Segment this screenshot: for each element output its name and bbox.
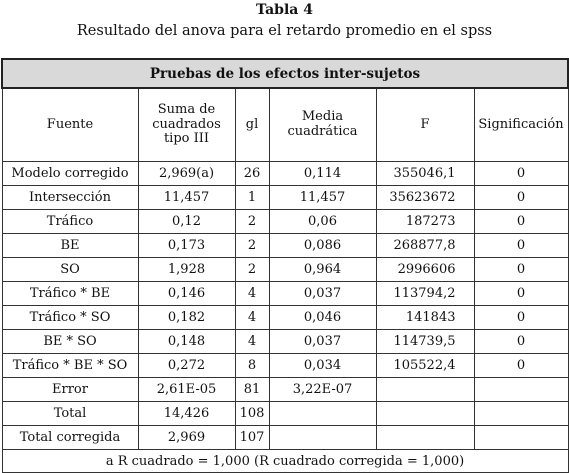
cell-sum-squares: 0,182 xyxy=(138,306,235,330)
cell-mean-square: 0,034 xyxy=(269,354,376,378)
cell-source: Tráfico * BE * SO xyxy=(2,354,138,378)
table-header-row xyxy=(2,88,568,162)
cell-significance: 0 xyxy=(474,282,568,306)
cell-df: 2 xyxy=(235,210,269,234)
header-source: Fuente xyxy=(2,88,138,162)
header-f: F xyxy=(376,88,474,162)
cell-f: 113794,2 xyxy=(376,282,474,306)
cell-mean-square: 0,06 xyxy=(269,210,376,234)
cell-f: 187273 xyxy=(376,210,474,234)
table-footnote-row xyxy=(2,450,568,473)
cell-significance xyxy=(474,378,568,402)
table-title-row xyxy=(2,59,568,88)
cell-df: 2 xyxy=(235,258,269,282)
cell-df: 4 xyxy=(235,330,269,354)
cell-sum-squares: 14,426 xyxy=(138,402,235,426)
cell-significance xyxy=(474,402,568,426)
cell-f: 2996606 xyxy=(376,258,474,282)
cell-mean-square xyxy=(269,402,376,426)
table-caption: Resultado del anova para el retardo promedio en el spss xyxy=(76,23,493,39)
cell-source: Tráfico * BE xyxy=(2,282,138,306)
header-sum-squares-label: Suma de cuadrados tipo III xyxy=(152,101,221,147)
table-row xyxy=(2,402,568,426)
cell-sum-squares: 0,148 xyxy=(138,330,235,354)
table-row xyxy=(2,234,568,258)
cell-mean-square: 3,22E-07 xyxy=(269,378,376,402)
table-number: Tabla 4 xyxy=(256,2,313,18)
table-body xyxy=(2,162,568,450)
cell-source: Modelo corregido xyxy=(2,162,138,186)
table-row xyxy=(2,330,568,354)
cell-df: 4 xyxy=(235,306,269,330)
header-df: gl xyxy=(235,88,269,162)
table-row xyxy=(2,426,568,450)
table-row xyxy=(2,282,568,306)
cell-mean-square: 0,086 xyxy=(269,234,376,258)
table-row xyxy=(2,186,568,210)
cell-significance: 0 xyxy=(474,234,568,258)
cell-sum-squares: 0,146 xyxy=(138,282,235,306)
cell-source: Total corregida xyxy=(2,426,138,450)
table-title: Pruebas de los efectos inter-sujetos xyxy=(2,59,568,88)
cell-df: 108 xyxy=(235,402,269,426)
cell-df: 107 xyxy=(235,426,269,450)
table-row xyxy=(2,378,568,402)
cell-source: BE * SO xyxy=(2,330,138,354)
cell-mean-square: 0,037 xyxy=(269,282,376,306)
header-mean-square-label: Media cuadrática xyxy=(287,109,358,139)
cell-sum-squares: 1,928 xyxy=(138,258,235,282)
cell-df: 2 xyxy=(235,234,269,258)
cell-f: 355046,1 xyxy=(376,162,474,186)
cell-significance: 0 xyxy=(474,330,568,354)
cell-significance: 0 xyxy=(474,354,568,378)
cell-source: BE xyxy=(2,234,138,258)
table-row xyxy=(2,306,568,330)
cell-df: 81 xyxy=(235,378,269,402)
cell-mean-square: 0,037 xyxy=(269,330,376,354)
cell-sum-squares: 11,457 xyxy=(138,186,235,210)
cell-source: Intersección xyxy=(2,186,138,210)
cell-sum-squares: 0,12 xyxy=(138,210,235,234)
header-sum-squares xyxy=(138,88,235,162)
cell-df: 26 xyxy=(235,162,269,186)
cell-significance xyxy=(474,426,568,450)
cell-mean-square: 0,114 xyxy=(269,162,376,186)
cell-significance: 0 xyxy=(474,186,568,210)
table-row xyxy=(2,258,568,282)
cell-f: 105522,4 xyxy=(376,354,474,378)
cell-f: 141843 xyxy=(376,306,474,330)
cell-source: Tráfico xyxy=(2,210,138,234)
cell-mean-square: 0,964 xyxy=(269,258,376,282)
cell-mean-square xyxy=(269,426,376,450)
header-significance: Significación xyxy=(474,88,568,162)
cell-f xyxy=(376,426,474,450)
cell-source: Error xyxy=(2,378,138,402)
cell-significance: 0 xyxy=(474,306,568,330)
cell-source: Tráfico * SO xyxy=(2,306,138,330)
cell-source: Total xyxy=(2,402,138,426)
cell-sum-squares: 2,61E-05 xyxy=(138,378,235,402)
cell-significance: 0 xyxy=(474,258,568,282)
table-row xyxy=(2,354,568,378)
cell-significance: 0 xyxy=(474,210,568,234)
cell-significance: 0 xyxy=(474,162,568,186)
cell-f: 268877,8 xyxy=(376,234,474,258)
cell-df: 8 xyxy=(235,354,269,378)
cell-sum-squares: 0,272 xyxy=(138,354,235,378)
cell-f xyxy=(376,378,474,402)
cell-source: SO xyxy=(2,258,138,282)
cell-df: 4 xyxy=(235,282,269,306)
cell-sum-squares: 2,969 xyxy=(138,426,235,450)
table-row xyxy=(2,210,568,234)
cell-sum-squares: 2,969(a) xyxy=(138,162,235,186)
table-row xyxy=(2,162,568,186)
cell-f: 35623672 xyxy=(376,186,474,210)
table-footnote: a R cuadrado = 1,000 (R cuadrado corregida = 1,000) xyxy=(2,450,568,473)
cell-df: 1 xyxy=(235,186,269,210)
cell-mean-square: 11,457 xyxy=(269,186,376,210)
anova-table xyxy=(1,58,569,473)
cell-sum-squares: 0,173 xyxy=(138,234,235,258)
cell-f xyxy=(376,402,474,426)
cell-mean-square: 0,046 xyxy=(269,306,376,330)
cell-f: 114739,5 xyxy=(376,330,474,354)
header-mean-square xyxy=(269,88,376,162)
